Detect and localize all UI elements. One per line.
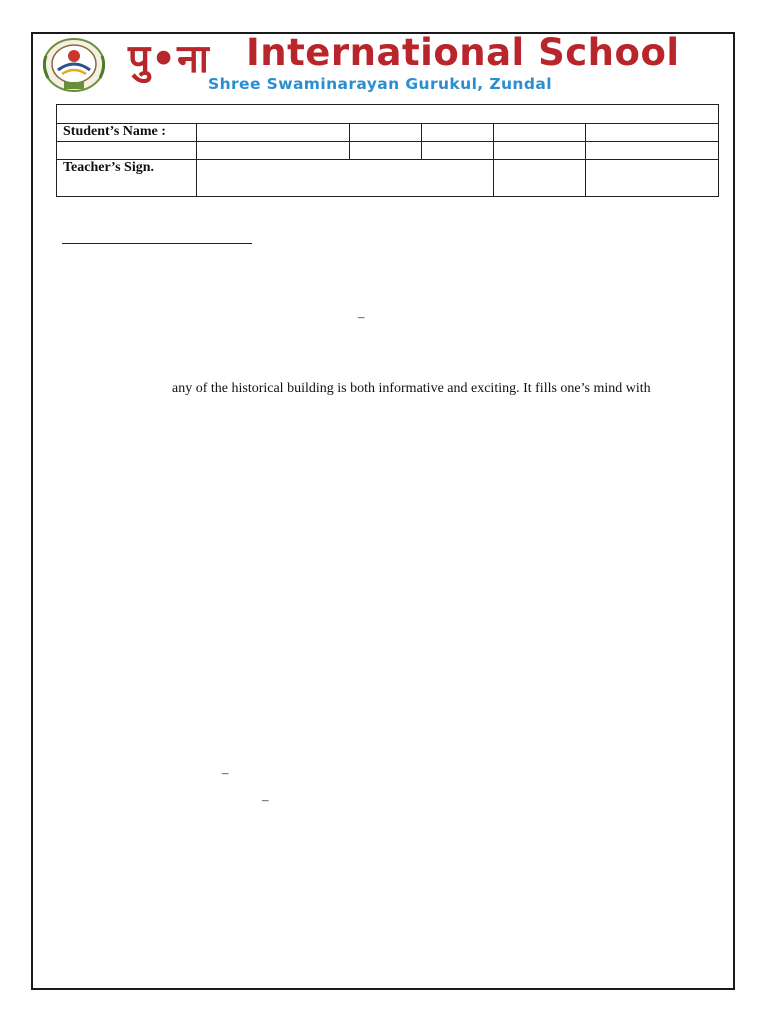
table-cell[interactable] [422,142,494,160]
table-cell[interactable] [494,160,586,197]
brand-title: International School [246,31,680,74]
student-info-table [56,104,719,197]
dash-mark: – [358,309,365,324]
brand-devanagari: पु•ना [128,37,210,82]
paragraph-line: any of the historical building is both informative and exciting. It fills one’s mind with [172,381,651,396]
teacher-sign-field[interactable] [197,160,494,197]
dash-mark: – [262,792,269,807]
dash-mark: – [222,765,229,780]
heading-underline [62,243,252,244]
table-cell[interactable] [197,142,350,160]
table-cell[interactable] [422,124,494,142]
student-name-label: Student’s Name : [57,124,197,142]
table-cell[interactable] [350,124,422,142]
table-cell[interactable] [494,142,586,160]
table-row [57,142,719,160]
brand-subtitle: Shree Swaminarayan Gurukul, Zundal [208,75,552,93]
table-cell[interactable] [586,124,719,142]
table-cell[interactable] [586,142,719,160]
school-logo [36,36,112,94]
table-cell[interactable] [350,142,422,160]
table-cell[interactable] [586,160,719,197]
table-row [57,105,719,124]
table-cell[interactable] [57,142,197,160]
student-name-field[interactable] [197,124,350,142]
table-row [57,160,719,197]
table-cell[interactable] [494,124,586,142]
table-cell[interactable] [57,105,719,124]
table-row [57,124,719,142]
teacher-sign-label: Teacher’s Sign. [57,160,197,197]
